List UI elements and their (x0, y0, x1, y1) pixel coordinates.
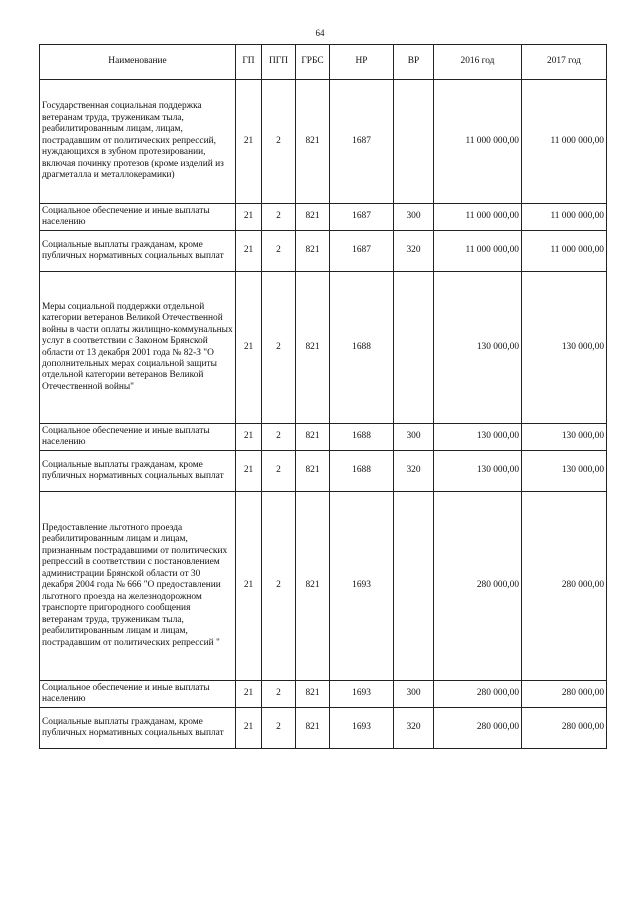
row-name: Социальное обеспечение и иные выплаты населению (40, 681, 236, 708)
row-pgp: 2 (262, 231, 296, 272)
row-2016: 130 000,00 (434, 272, 522, 424)
row-2016: 280 000,00 (434, 681, 522, 708)
budget-table (39, 44, 607, 749)
row-pgp: 2 (262, 451, 296, 492)
row-vr (394, 492, 434, 681)
row-vr (394, 80, 434, 204)
row-nr: 1687 (330, 204, 394, 231)
row-2016: 280 000,00 (434, 708, 522, 749)
table-row (40, 708, 607, 749)
row-nr: 1688 (330, 451, 394, 492)
row-gp: 21 (236, 272, 262, 424)
column-header-nr: НР (330, 45, 394, 80)
table-row (40, 492, 607, 681)
row-pgp: 2 (262, 492, 296, 681)
row-grbs: 821 (296, 708, 330, 749)
row-gp: 21 (236, 204, 262, 231)
table-row (40, 681, 607, 708)
row-vr: 320 (394, 451, 434, 492)
row-2016: 11 000 000,00 (434, 80, 522, 204)
row-name: Меры социальной поддержки отдельной категории ветеранов Великой Отечественной войны в части оплаты жилищно-коммунальных услуг в соответствии с Законом Брянской области от 13 декабря 2001 года № 82-З "О дополнительных мерах социальной защиты отдельной категории ветеранов Великой Отечественной войны" (40, 272, 236, 424)
row-nr: 1693 (330, 492, 394, 681)
column-header-vr: ВР (394, 45, 434, 80)
row-nr: 1688 (330, 272, 394, 424)
row-2017: 130 000,00 (522, 272, 607, 424)
row-grbs: 821 (296, 681, 330, 708)
column-header-pgp: ПГП (262, 45, 296, 80)
row-pgp: 2 (262, 681, 296, 708)
row-pgp: 2 (262, 708, 296, 749)
row-gp: 21 (236, 80, 262, 204)
row-name: Социальное обеспечение и иные выплаты населению (40, 424, 236, 451)
table-header-row (40, 45, 607, 80)
row-2017: 130 000,00 (522, 424, 607, 451)
row-2017: 280 000,00 (522, 492, 607, 681)
row-grbs: 821 (296, 492, 330, 681)
row-name: Предоставление льготного проезда реабилитированным лицам и лицам, признанным пострадавшими от политических репрессий в соответствии с постановлением администрации Брянской области от 30 декабря 2004 года № 666 "О предоставлении льготного проезда на железнодорожном транспорте пригородного сообщения ветеранам труда, труженикам тыла, реабилитированным лицам и лицам, пострадавшим от политических репрессий " (40, 492, 236, 681)
row-gp: 21 (236, 492, 262, 681)
row-vr (394, 272, 434, 424)
table-row (40, 272, 607, 424)
column-header-gp: ГП (236, 45, 262, 80)
row-pgp: 2 (262, 424, 296, 451)
table-row (40, 424, 607, 451)
page-number: 64 (315, 28, 325, 38)
table-row (40, 80, 607, 204)
row-pgp: 2 (262, 204, 296, 231)
row-2016: 280 000,00 (434, 492, 522, 681)
row-2017: 280 000,00 (522, 681, 607, 708)
row-vr: 300 (394, 681, 434, 708)
row-nr: 1688 (330, 424, 394, 451)
row-pgp: 2 (262, 80, 296, 204)
row-grbs: 821 (296, 424, 330, 451)
row-gp: 21 (236, 708, 262, 749)
row-grbs: 821 (296, 204, 330, 231)
row-grbs: 821 (296, 272, 330, 424)
column-header-name: Наименование (40, 45, 236, 80)
table-row (40, 204, 607, 231)
row-vr: 300 (394, 204, 434, 231)
row-vr: 320 (394, 231, 434, 272)
row-vr: 320 (394, 708, 434, 749)
row-name: Социальное обеспечение и иные выплаты населению (40, 204, 236, 231)
row-2016: 130 000,00 (434, 424, 522, 451)
row-grbs: 821 (296, 231, 330, 272)
table-row (40, 231, 607, 272)
row-grbs: 821 (296, 451, 330, 492)
row-gp: 21 (236, 451, 262, 492)
row-nr: 1687 (330, 231, 394, 272)
row-nr: 1693 (330, 681, 394, 708)
row-2017: 11 000 000,00 (522, 231, 607, 272)
column-header-2016: 2016 год (434, 45, 522, 80)
row-gp: 21 (236, 424, 262, 451)
row-gp: 21 (236, 681, 262, 708)
row-grbs: 821 (296, 80, 330, 204)
row-name: Социальные выплаты гражданам, кроме публичных нормативных социальных выплат (40, 451, 236, 492)
row-2017: 130 000,00 (522, 451, 607, 492)
row-2016: 130 000,00 (434, 451, 522, 492)
row-nr: 1693 (330, 708, 394, 749)
row-2017: 11 000 000,00 (522, 80, 607, 204)
table-row (40, 451, 607, 492)
row-2017: 11 000 000,00 (522, 204, 607, 231)
row-gp: 21 (236, 231, 262, 272)
column-header-grbs: ГРБС (296, 45, 330, 80)
row-vr: 300 (394, 424, 434, 451)
row-nr: 1687 (330, 80, 394, 204)
row-pgp: 2 (262, 272, 296, 424)
row-2017: 280 000,00 (522, 708, 607, 749)
row-name: Социальные выплаты гражданам, кроме публичных нормативных социальных выплат (40, 708, 236, 749)
row-2016: 11 000 000,00 (434, 231, 522, 272)
row-name: Государственная социальная поддержка ветеранам труда, труженикам тыла, реабилитированным лицам, лицам, пострадавшим от политических репрессий, нуждающихся в зубном протезировании, включая починку протезов (кроме изделий из драгметалла и металлокерамики) (40, 80, 236, 204)
column-header-2017: 2017 год (522, 45, 607, 80)
row-name: Социальные выплаты гражданам, кроме публичных нормативных социальных выплат (40, 231, 236, 272)
row-2016: 11 000 000,00 (434, 204, 522, 231)
